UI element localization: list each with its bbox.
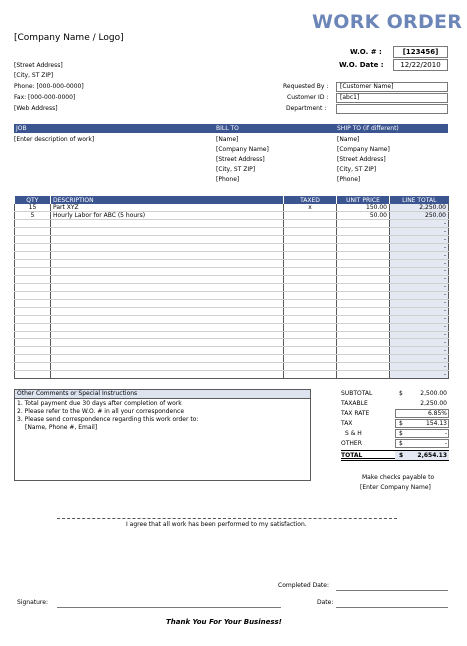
unit-price-cell[interactable] [337, 283, 390, 291]
bill-to-city: [City, ST ZIP] [216, 166, 256, 173]
unit-price-cell[interactable] [337, 355, 390, 363]
date-field[interactable] [336, 607, 448, 608]
qty-cell[interactable] [15, 315, 51, 323]
taxed-cell[interactable] [284, 307, 337, 315]
comment-line-3: 3. Please send correspondence regarding this work order to: [17, 416, 199, 423]
subtotal-value: 2,500.00 [420, 390, 447, 397]
agreement-text: I agree that all work has been performed to my satisfaction. [126, 521, 307, 528]
line-total-column-header: LINE TOTAL [390, 196, 449, 204]
taxable-label: TAXABLE [341, 400, 368, 407]
qty-cell[interactable] [15, 236, 51, 244]
taxable-value: 2,250.00 [420, 400, 447, 407]
qty-cell[interactable] [15, 355, 51, 363]
line-items-table [14, 196, 449, 379]
unit-price-cell[interactable] [337, 323, 390, 331]
qty-cell[interactable]: 15 [15, 204, 51, 212]
unit-price-cell[interactable] [337, 220, 390, 228]
ship-to-street: [Street Address] [337, 156, 386, 163]
unit-price-column-header: UNIT PRICE [337, 196, 390, 204]
taxed-cell[interactable] [284, 371, 337, 379]
bill-to-name: [Name] [216, 136, 239, 143]
total-label: TOTAL [341, 452, 363, 459]
taxed-cell[interactable] [284, 291, 337, 299]
comment-line-4: [Name, Phone #, Email] [25, 424, 98, 431]
qty-cell[interactable]: 5 [15, 212, 51, 220]
description-cell[interactable] [51, 260, 284, 268]
other-label: OTHER [341, 440, 362, 447]
description-cell[interactable] [51, 244, 284, 252]
description-cell[interactable]: Part XYZ [51, 204, 284, 212]
tax-currency: $ [399, 420, 403, 427]
line-total-cell[interactable]: - [390, 299, 449, 307]
table-row [15, 299, 449, 307]
qty-cell[interactable] [15, 323, 51, 331]
bill-to-header: BILL TO [216, 125, 239, 132]
tax-row [341, 419, 449, 428]
taxed-cell[interactable] [284, 252, 337, 260]
unit-price-cell[interactable] [337, 315, 390, 323]
description-column-header: DESCRIPTION [51, 196, 284, 204]
unit-price-cell[interactable]: 150.00 [337, 204, 390, 212]
taxed-cell[interactable] [284, 331, 337, 339]
completed-date-field[interactable] [336, 590, 448, 591]
ship-to-phone: [Phone] [337, 176, 361, 183]
taxed-cell[interactable] [284, 212, 337, 220]
table-row [15, 315, 449, 323]
shipping-input[interactable] [395, 429, 449, 438]
table-row [15, 260, 449, 268]
description-cell[interactable] [51, 323, 284, 331]
line-total-cell[interactable]: 250.00 [390, 212, 449, 220]
line-items-body [15, 204, 449, 379]
line-total-cell[interactable]: - [390, 220, 449, 228]
signature-field[interactable] [57, 607, 281, 608]
wo-date-label: W.O. Date : [339, 61, 384, 69]
other-input[interactable] [395, 439, 449, 448]
description-cell[interactable] [51, 347, 284, 355]
subtotal-currency: $ [399, 390, 403, 397]
unit-price-cell[interactable] [337, 291, 390, 299]
description-cell[interactable] [51, 355, 284, 363]
taxed-cell[interactable] [284, 268, 337, 276]
description-cell[interactable] [51, 331, 284, 339]
comment-line-2: 2. Please refer to the W.O. # in all your correspondence [17, 408, 185, 415]
qty-cell[interactable] [15, 307, 51, 315]
payable-company: [Enter Company Name] [360, 484, 431, 491]
wo-number-field[interactable]: [123456] [393, 46, 448, 58]
other-value: - [444, 440, 447, 447]
line-total-cell[interactable]: - [390, 371, 449, 379]
description-cell[interactable] [51, 339, 284, 347]
job-description[interactable]: [Enter description of work] [14, 136, 95, 143]
taxed-column-header: TAXED [284, 196, 337, 204]
taxed-cell[interactable] [284, 275, 337, 283]
bill-to-company: [Company Name] [216, 146, 269, 153]
total-currency: $ [399, 452, 404, 459]
customer-id-label: Customer ID : [287, 94, 329, 101]
unit-price-cell[interactable] [337, 307, 390, 315]
qty-column-header: QTY [15, 196, 51, 204]
table-row [15, 339, 449, 347]
taxed-cell[interactable] [284, 236, 337, 244]
phone: Phone: [000-000-0000] [14, 83, 84, 90]
line-total-cell[interactable]: - [390, 252, 449, 260]
unit-price-cell[interactable] [337, 363, 390, 371]
line-total-cell[interactable]: - [390, 228, 449, 236]
table-row [15, 347, 449, 355]
line-total-cell[interactable]: - [390, 363, 449, 371]
taxable-row [341, 399, 449, 408]
agreement-line [57, 518, 397, 519]
unit-price-cell[interactable] [337, 339, 390, 347]
tax-label: TAX [341, 420, 353, 427]
ship-to-city: [City, ST ZIP] [337, 166, 377, 173]
requested-by-label: Requested By : [283, 83, 329, 90]
department-label: Department : [286, 105, 327, 112]
taxed-cell[interactable]: x [284, 204, 337, 212]
taxed-cell[interactable] [284, 363, 337, 371]
date-label: Date: [317, 599, 334, 606]
line-total-cell[interactable]: 2,250.00 [390, 204, 449, 212]
tax-value: 154.13 [426, 420, 447, 427]
qty-cell[interactable] [15, 268, 51, 276]
taxed-cell[interactable] [284, 220, 337, 228]
qty-cell[interactable] [15, 331, 51, 339]
unit-price-cell[interactable] [337, 347, 390, 355]
description-cell[interactable] [51, 220, 284, 228]
taxed-cell[interactable] [284, 228, 337, 236]
qty-cell[interactable] [15, 252, 51, 260]
signature-label: Signature: [17, 599, 48, 606]
wo-date-field[interactable]: 12/22/2010 [393, 59, 448, 71]
table-row [15, 252, 449, 260]
description-cell[interactable] [51, 275, 284, 283]
job-header: JOB [16, 125, 27, 132]
table-row [15, 331, 449, 339]
fax: Fax: [000-000-0000] [14, 94, 76, 101]
table-row [15, 220, 449, 228]
taxed-cell[interactable] [284, 315, 337, 323]
comments-box[interactable] [14, 389, 311, 481]
requested-by-field[interactable]: [Customer Name] [336, 82, 448, 92]
table-row [15, 204, 449, 212]
description-cell[interactable] [51, 228, 284, 236]
table-row [15, 236, 449, 244]
qty-cell[interactable] [15, 299, 51, 307]
table-row [15, 275, 449, 283]
line-total-cell[interactable]: - [390, 291, 449, 299]
thank-you-footer: Thank You For Your Business! [166, 618, 282, 626]
ship-to-header: SHIP TO (if different) [337, 125, 399, 132]
tax-rate-label: TAX RATE [341, 410, 370, 417]
taxed-cell[interactable] [284, 355, 337, 363]
table-row [15, 323, 449, 331]
qty-cell[interactable] [15, 371, 51, 379]
table-row [15, 212, 449, 220]
table-row [15, 355, 449, 363]
description-cell[interactable] [51, 236, 284, 244]
qty-cell[interactable] [15, 220, 51, 228]
description-cell[interactable] [51, 268, 284, 276]
table-row [15, 244, 449, 252]
department-field[interactable] [336, 104, 448, 114]
table-row [15, 307, 449, 315]
total-value: 2,654.13 [417, 452, 447, 459]
other-currency: $ [399, 440, 403, 447]
line-total-cell[interactable]: - [390, 339, 449, 347]
tax-rate-row [341, 409, 449, 418]
taxed-cell[interactable] [284, 299, 337, 307]
total-row [341, 450, 449, 461]
line-total-cell[interactable]: - [390, 275, 449, 283]
completed-date-label: Completed Date: [278, 582, 329, 589]
job-header-bar [14, 124, 448, 133]
shipping-value: - [444, 430, 447, 437]
taxed-cell[interactable] [284, 347, 337, 355]
shipping-currency: $ [399, 430, 403, 437]
qty-cell[interactable] [15, 228, 51, 236]
unit-price-cell[interactable] [337, 236, 390, 244]
qty-cell[interactable] [15, 283, 51, 291]
qty-cell[interactable] [15, 363, 51, 371]
unit-price-cell[interactable] [337, 299, 390, 307]
comment-line-1: 1. Total payment due 30 days after completion of work [17, 400, 182, 407]
taxed-cell[interactable] [284, 283, 337, 291]
description-cell[interactable] [51, 315, 284, 323]
unit-price-cell[interactable] [337, 252, 390, 260]
table-row [15, 283, 449, 291]
shipping-label: S & H [345, 430, 362, 437]
qty-cell[interactable] [15, 339, 51, 347]
unit-price-cell[interactable] [337, 371, 390, 379]
unit-price-cell[interactable] [337, 260, 390, 268]
street-address: [Street Address] [14, 62, 63, 69]
description-cell[interactable] [51, 252, 284, 260]
line-total-cell[interactable]: - [390, 347, 449, 355]
taxed-cell[interactable] [284, 244, 337, 252]
description-cell[interactable] [51, 371, 284, 379]
line-total-cell[interactable]: - [390, 315, 449, 323]
ship-to-company: [Company Name] [337, 146, 390, 153]
table-row [15, 228, 449, 236]
line-total-cell[interactable]: - [390, 307, 449, 315]
city-state-zip: [City, ST ZIP] [14, 72, 54, 79]
line-total-cell[interactable]: - [390, 244, 449, 252]
unit-price-cell[interactable] [337, 244, 390, 252]
customer-id-field[interactable]: [abc1] [336, 93, 448, 103]
wo-number-label: W.O. # : [350, 48, 382, 56]
other-row [341, 439, 449, 448]
tax-rate-value: 6.85% [427, 410, 447, 417]
company-logo-placeholder: [Company Name / Logo] [14, 33, 124, 43]
qty-cell[interactable] [15, 275, 51, 283]
description-cell[interactable] [51, 307, 284, 315]
line-total-cell[interactable]: - [390, 331, 449, 339]
description-cell[interactable] [51, 283, 284, 291]
line-total-cell[interactable]: - [390, 283, 449, 291]
shipping-row [341, 429, 449, 438]
line-total-cell[interactable]: - [390, 260, 449, 268]
line-total-cell[interactable]: - [390, 323, 449, 331]
line-total-cell[interactable]: - [390, 268, 449, 276]
line-total-cell[interactable]: - [390, 355, 449, 363]
table-row [15, 268, 449, 276]
bill-to-street: [Street Address] [216, 156, 265, 163]
unit-price-cell[interactable] [337, 331, 390, 339]
qty-cell[interactable] [15, 291, 51, 299]
unit-price-cell[interactable] [337, 268, 390, 276]
qty-cell[interactable] [15, 260, 51, 268]
description-cell[interactable]: Hourly Labor for ABC (5 hours) [51, 212, 284, 220]
description-cell[interactable] [51, 363, 284, 371]
ship-to-name: [Name] [337, 136, 360, 143]
unit-price-cell[interactable] [337, 275, 390, 283]
qty-cell[interactable] [15, 244, 51, 252]
table-row [15, 363, 449, 371]
document-title: WORK ORDER [312, 11, 463, 33]
taxed-cell[interactable] [284, 323, 337, 331]
description-cell[interactable] [51, 299, 284, 307]
bill-to-phone: [Phone] [216, 176, 240, 183]
line-total-cell[interactable]: - [390, 236, 449, 244]
table-row [15, 291, 449, 299]
qty-cell[interactable] [15, 347, 51, 355]
web-address: [Web Address] [14, 105, 58, 112]
unit-price-cell[interactable]: 50.00 [337, 212, 390, 220]
table-row [15, 371, 449, 379]
description-cell[interactable] [51, 291, 284, 299]
subtotal-label: SUBTOTAL [341, 390, 373, 397]
payable-line-1: Make checks payable to [362, 474, 435, 481]
subtotal-row [341, 389, 449, 398]
comments-header: Other Comments or Special Instructions [15, 390, 310, 399]
unit-price-cell[interactable] [337, 228, 390, 236]
taxed-cell[interactable] [284, 339, 337, 347]
taxed-cell[interactable] [284, 260, 337, 268]
